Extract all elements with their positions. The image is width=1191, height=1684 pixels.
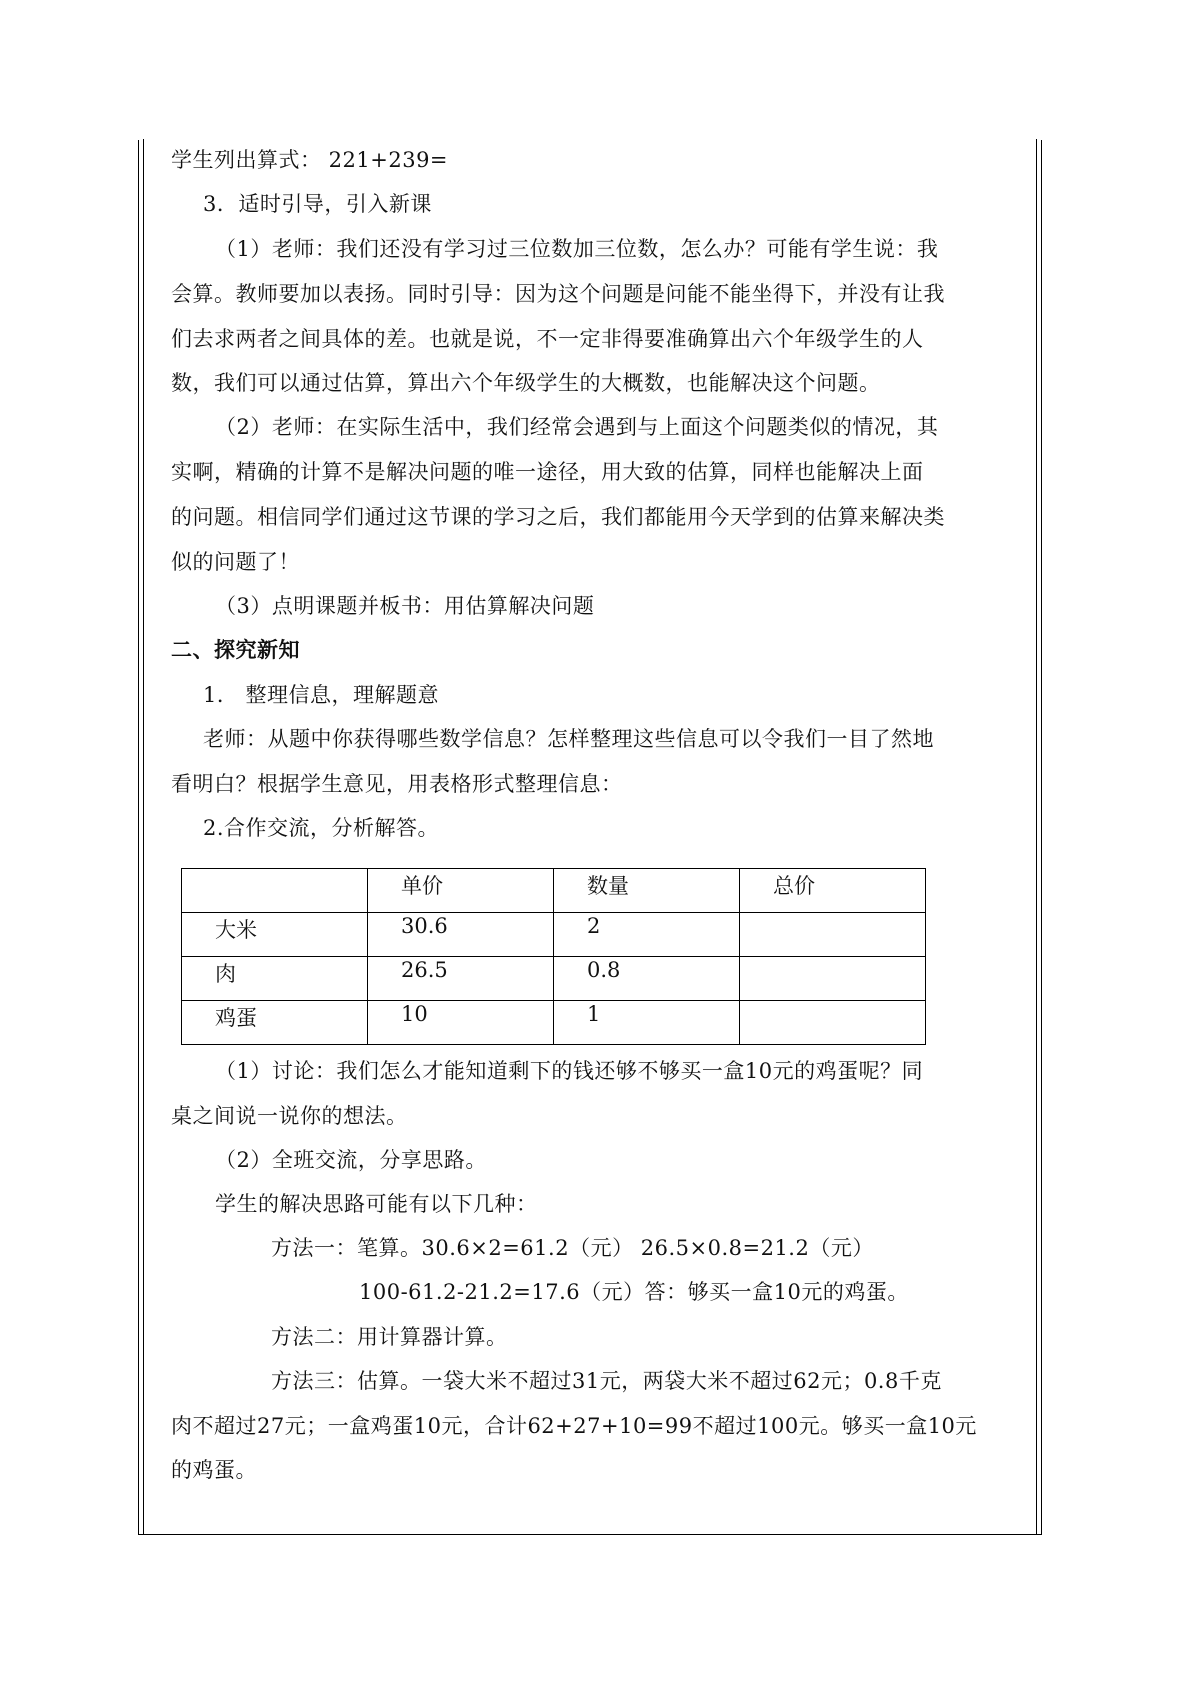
lesson-plan-frame bbox=[138, 140, 1042, 1535]
table-header-cell: 总价 bbox=[740, 869, 926, 913]
table-cell bbox=[740, 1001, 926, 1045]
paragraph-1-line-3: 们去求两者之间具体的差。也就是说，不一定非得要准确算出六个年级学生的人 bbox=[171, 327, 924, 351]
table-header-cell bbox=[182, 869, 368, 913]
step-3-heading: 3．适时引导，引入新课 bbox=[203, 192, 432, 216]
paragraph-2-line-4: 似的问题了！ bbox=[171, 550, 300, 574]
method-3-line-1: 方法三：估算。一袋大米不超过31元，两袋大米不超过62元；0.8千克 bbox=[271, 1369, 942, 1393]
paragraph-1-line-1: （1）老师：我们还没有学习过三位数加三位数，怎么办？可能有学生说：我 bbox=[215, 237, 939, 261]
table-header-cell: 数量 bbox=[554, 869, 740, 913]
paragraph-1-line-2: 会算。教师要加以表扬。同时引导：因为这个问题是问能不能坐得下，并没有让我 bbox=[171, 282, 945, 306]
table-cell: 30.6 bbox=[368, 913, 554, 957]
formula-line: 学生列出算式： 221+239= bbox=[171, 148, 449, 172]
discussion-2: （2）全班交流，分享思路。 bbox=[215, 1148, 487, 1172]
table-cell: 肉 bbox=[182, 957, 368, 1001]
table-cell: 大米 bbox=[182, 913, 368, 957]
table-cell: 10 bbox=[368, 1001, 554, 1045]
table-cell: 鸡蛋 bbox=[182, 1001, 368, 1045]
table-cell bbox=[740, 913, 926, 957]
table-cell: 0.8 bbox=[554, 957, 740, 1001]
method-3-line-2: 肉不超过27元；一盒鸡蛋10元，合计62+27+10=99不超过100元。够买一盒10元 bbox=[171, 1414, 977, 1438]
method-1-line-2: 100-61.2-21.2=17.6（元）答：够买一盒10元的鸡蛋。 bbox=[359, 1280, 909, 1304]
table-row bbox=[182, 1001, 926, 1045]
paragraph-2-line-1: （2）老师：在实际生活中，我们经常会遇到与上面这个问题类似的情况，其 bbox=[215, 415, 939, 439]
ways-intro: 学生的解决思路可能有以下几种： bbox=[215, 1192, 538, 1216]
table-header-row bbox=[182, 869, 926, 913]
discussion-1-line-1: （1）讨论：我们怎么才能知道剩下的钱还够不够买一盒10元的鸡蛋呢？同 bbox=[215, 1059, 924, 1083]
paragraph-1-line-4: 数，我们可以通过估算，算出六个年级学生的大概数，也能解决这个问题。 bbox=[171, 371, 881, 395]
method-3-line-3: 的鸡蛋。 bbox=[171, 1458, 257, 1482]
section-2-step-2: 2.合作交流，分析解答。 bbox=[203, 816, 440, 840]
section-2-step-1: 1． 整理信息，理解题意 bbox=[203, 683, 440, 707]
section-2-heading: 二、探究新知 bbox=[171, 638, 300, 662]
table-cell: 1 bbox=[554, 1001, 740, 1045]
table-header-cell: 单价 bbox=[368, 869, 554, 913]
method-1-line-1: 方法一：笔算。30.6×2=61.2（元） 26.5×0.8=21.2（元） bbox=[271, 1236, 874, 1260]
table-row bbox=[182, 957, 926, 1001]
table-row bbox=[182, 913, 926, 957]
teacher-question-line-1: 老师：从题中你获得哪些数学信息？怎样整理这些信息可以令我们一目了然地 bbox=[203, 727, 934, 751]
table-cell bbox=[740, 957, 926, 1001]
teacher-question-line-2: 看明白？根据学生意见，用表格形式整理信息： bbox=[171, 772, 623, 796]
paragraph-2-line-3: 的问题。相信同学们通过这节课的学习之后，我们都能用今天学到的估算来解决类 bbox=[171, 505, 945, 529]
paragraph-2-line-2: 实啊，精确的计算不是解决问题的唯一途径，用大致的估算，同样也能解决上面 bbox=[171, 460, 924, 484]
paragraph-3: （3）点明课题并板书：用估算解决问题 bbox=[215, 594, 595, 618]
table-cell: 2 bbox=[554, 913, 740, 957]
discussion-1-line-2: 桌之间说一说你的想法。 bbox=[171, 1104, 408, 1128]
table-cell: 26.5 bbox=[368, 957, 554, 1001]
price-table bbox=[181, 868, 926, 1045]
method-2: 方法二：用计算器计算。 bbox=[271, 1325, 508, 1349]
